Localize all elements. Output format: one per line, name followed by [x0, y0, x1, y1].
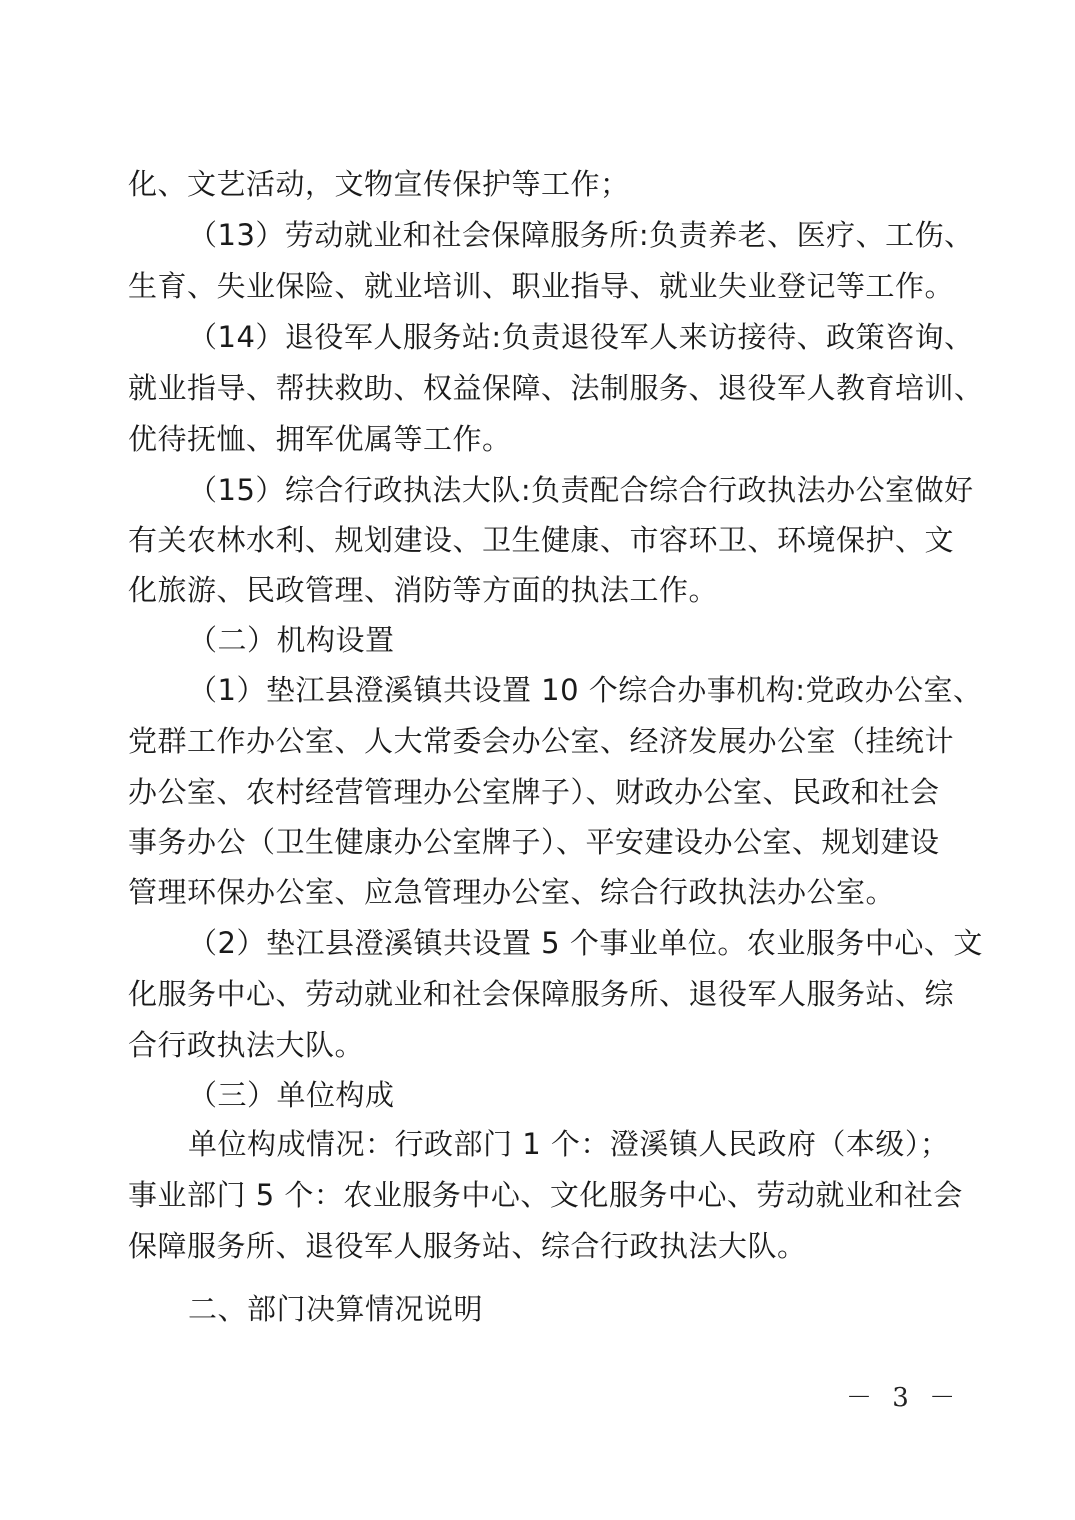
page-number: － 3 －: [846, 1383, 962, 1413]
text-line: 化、文艺活动，文物宣传保护等工作；: [128, 167, 630, 201]
text-line: 有关农林水利、规划建设、卫生健康、市容环卫、环境保护、文: [128, 523, 955, 557]
text-line: 事务办公（卫生健康办公室牌子）、平安建设办公室、规划建设: [128, 825, 940, 859]
text-line: 化服务中心、劳动就业和社会保障服务所、退役军人服务站、综: [128, 977, 955, 1011]
text-line: （13）劳动就业和社会保障服务所:负责养老、医疗、工伤、: [188, 218, 974, 252]
text-line: 保障服务所、退役军人服务站、综合行政执法大队。: [128, 1229, 807, 1263]
text-line: （14）退役军人服务站:负责退役军人来访接待、政策咨询、: [188, 320, 974, 354]
text-line: 党群工作办公室、人大常委会办公室、经济发展办公室（挂统计: [128, 724, 955, 758]
text-line: （15）综合行政执法大队:负责配合综合行政执法办公室做好: [188, 473, 974, 507]
text-line: 化旅游、民政管理、消防等方面的执法工作。: [128, 573, 719, 607]
text-line: 生育、失业保险、就业培训、职业指导、就业失业登记等工作。: [128, 269, 955, 303]
text-line: （1）垫江县澄溪镇共设置 10 个综合办事机构:党政办公室、: [188, 673, 983, 707]
text-line: 优待抚恤、拥军优属等工作。: [128, 422, 512, 456]
section-heading: （三）单位构成: [188, 1078, 395, 1112]
text-line: 就业指导、帮扶救助、权益保障、法制服务、退役军人教育培训、: [128, 371, 984, 405]
text-line: 管理环保办公室、应急管理办公室、综合行政执法办公室。: [128, 875, 896, 909]
text-line: 事业部门 5 个：农业服务中心、文化服务中心、劳动就业和社会: [128, 1178, 963, 1212]
chapter-heading: 二、部门决算情况说明: [188, 1292, 484, 1326]
text-line: 单位构成情况：行政部门 1 个：澄溪镇人民政府（本级）；: [188, 1127, 950, 1161]
text-line: 合行政执法大队。: [128, 1028, 365, 1062]
section-heading: （二）机构设置: [188, 623, 395, 657]
text-line: 办公室、农村经营管理办公室牌子）、财政办公室、民政和社会: [128, 775, 940, 809]
text-line: （2）垫江县澄溪镇共设置 5 个事业单位。农业服务中心、文: [188, 926, 983, 960]
